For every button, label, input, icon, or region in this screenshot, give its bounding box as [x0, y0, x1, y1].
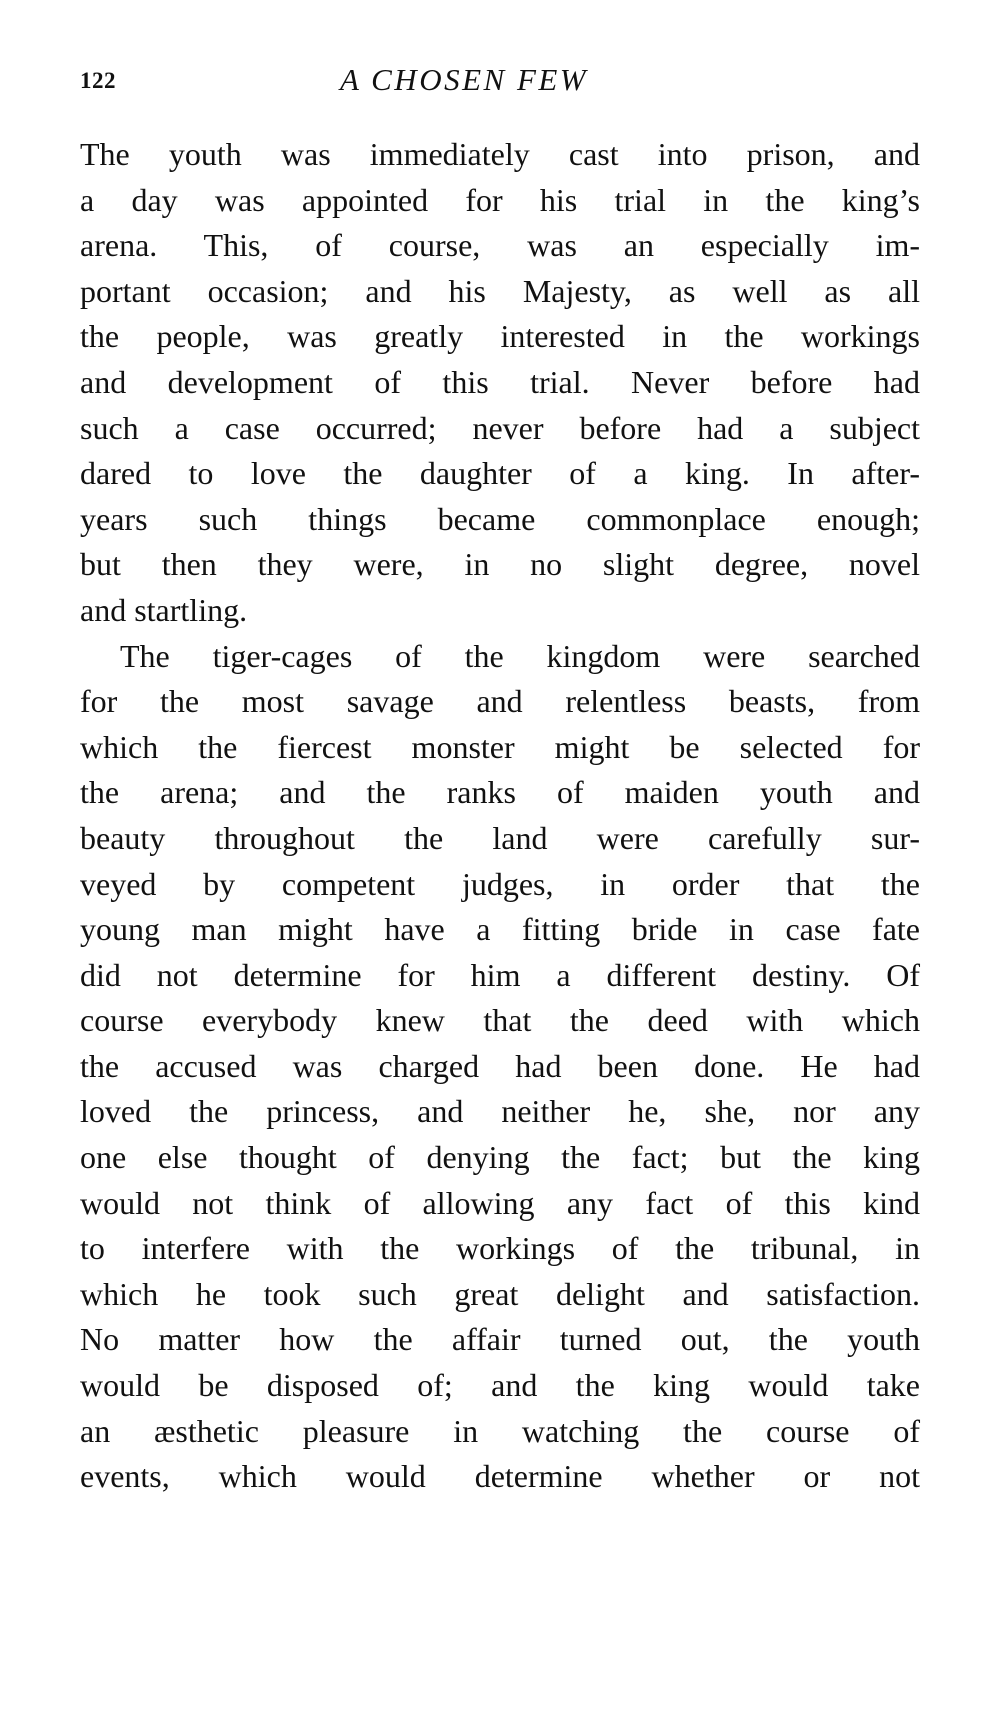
page-header: [80, 62, 920, 102]
text-line: events, which would determine whether or not: [80, 1458, 920, 1495]
text-line: portant occasion; and his Majesty, as well as all: [80, 272, 920, 309]
text-line: for the most savage and relentless beasts, from: [80, 683, 920, 720]
text-line: would be disposed of; and the king would take: [80, 1367, 920, 1404]
text-line: arena. This, of course, was an especially im-: [80, 227, 920, 264]
text-line: veyed by competent judges, in order that the: [80, 865, 920, 902]
text-line: such a case occurred; never before had a subject: [80, 409, 920, 446]
text-line: and startling.: [80, 591, 248, 628]
text-line: which he took such great delight and satisfaction.: [80, 1275, 920, 1312]
text-line: to interfere with the workings of the tribunal, in: [80, 1230, 920, 1267]
text-line: an æsthetic pleasure in watching the course of: [80, 1412, 920, 1449]
text-line: the accused was charged had been done. He had: [80, 1047, 920, 1084]
text-line: beauty throughout the land were carefully sur-: [80, 819, 920, 856]
page-number: 122: [80, 68, 116, 93]
paragraph-2: [80, 634, 920, 1500]
text-line: the people, was greatly interested in the workings: [80, 318, 920, 355]
text-line: dared to love the daughter of a king. In after-: [80, 455, 920, 492]
text-line: one else thought of denying the fact; but the king: [80, 1139, 920, 1176]
body-text: [80, 132, 920, 1500]
text-line: course everybody knew that the deed with which: [80, 1002, 920, 1039]
text-line: No matter how the affair turned out, the youth: [80, 1321, 920, 1358]
text-line: would not think of allowing any fact of this kind: [80, 1184, 920, 1221]
text-line: years such things became commonplace enough;: [80, 500, 920, 537]
paragraph-1: [80, 132, 920, 634]
text-line: The tiger-cages of the kingdom were searched: [120, 637, 920, 674]
text-line: but then they were, in no slight degree, novel: [80, 546, 920, 583]
text-line: young man might have a fitting bride in case fate: [80, 911, 920, 948]
text-line: did not determine for him a different destiny. Of: [80, 956, 920, 993]
text-line: the arena; and the ranks of maiden youth and: [80, 774, 920, 811]
text-line: which the fiercest monster might be selected for: [80, 728, 920, 765]
text-line: a day was appointed for his trial in the king’s: [80, 181, 920, 218]
text-line: loved the princess, and neither he, she, nor any: [80, 1093, 920, 1130]
text-line: and development of this trial. Never before had: [80, 363, 920, 400]
text-line: The youth was immediately cast into prison, and: [80, 136, 920, 172]
running-title: A CHOSEN FEW: [340, 62, 589, 97]
